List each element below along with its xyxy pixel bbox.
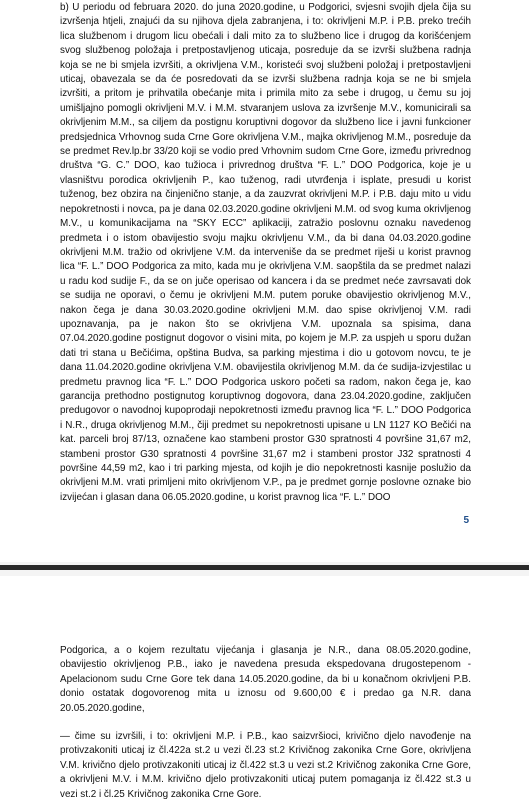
- paragraph-b-indictment: b) U periodu od februara 2020. do juna 2020.godine, u Podgorici, svjesni svojih djela čija su izvršenja htjeli, znajući da su njihova djela zabranjena, i to: okrivljeni M.P. i P.B. preko trećih lica službenom i drugom licu obećali i dali mito za to službeno lice i drugog da korišćenjem svog službenog položaja i pretpostavljenog uticaja, posreduje da se izvrši službena radnja koja se ne bi smjela izvršiti, a okrivljena V.M., koristeći svoj službeni položaj i pretpostavljeni uticaj, obavezala se da će posredovati da se izvrši službena radnja koja se ne bi smjela izvršiti, a pritom je prihvatila obećanje mita i primila mito za sebe i drugog, u čemu su joj umišljajno pomogli okrivljeni M.V. i M.M. stvaranjem uslova za izvršenje M.V., komunicirali sa okrivljenim M.M., sa ciljem da postignu koruptivni dogovor da službeno lice i javni funkcioner predsjednica Vrhovnog suda Crne Gore okrivljena V.M., majka okrivljenog M.M., posreduje da se predmet Rev.lp.br 33/20 koji se vodio pred Vrhovnim sudom Crne Gore, između privrednog društva “G. C.” DOO, kao tužioca i privrednog društva “F. L.” DOO Podgorica, koje je u vlasništvu porodica okrivljenih P., kao tuženog, radi utvrđenja i isplate, presudi u korist tuženog, bez obzira na činjenično stanje, a da zauzvrat okrivljeni M.P. i P.B. daju mito u vidu nepokretnosti i novca, pa je dana 02.03.2020.godine okrivljeni M.M. od svog kuma okrivljenog M.V., u komunikacijama na “SKY ECC” aplikaciji, zatražio poslovnu oznaku navedenog predmeta i o istom obavijestio svoju majku okrivljenu V.M., da bi dana 04.03.2020.godine okrivljeni M.M. tražio od okrivljene V.M. da interveniše da se predmet riješi u korist pravnog lica “F. L.” DOO Podgorica za mito, kada mu je okrivljena V.M. saopštila da se predmet nalazi u radu kod sudije F., da se on juče operisao od kancera i da se predmet neće zavrsavati dok se sudija ne oporavi, o čemu je okrivljeni M.M. putem poruke obavijestio okrivljenog M.V., nakon čega je dana 30.03.2020.godine okrivljeni M.M. dao spise okrivljenoj V.M. radi upoznavanja, pa je nakon što se okrivljena V.M. upoznala sa spisima, dana 07.04.2020.godine postignut dogovor o visini mita, po kojem je M.P. za uspjeh u sporu dužan dati tri stana u Bečićima, opština Budva, sa parking mjestima i dio u gotovom novcu, te je dana 11.04.2020.godine okrivljena V.M. obavijestila okrivljenog M.M. da će sudija-izvjestilac u predmetu pravnog lica “F. L.” DOO Podgorica uskoro početi sa radom, nakon čega je, kao garancija prethodno postignutog koruptivnog dogovora, dana 23.04.2020.godine, zaključen predugovor o navodnoj kupoprodaji nepokretnosti između pravnog lica “F. L.” DOO Podgorica i N.R., druga okrivljenog M.M., čiji predmet su nepokretnosti upisane u LN 1127 KO Bečići na kat. parceli broj 87/13, označene kao stambeni prostor G30 spratnosti 4 površine 31,67 m2, stambeni prostor G30 spratnosti 4 površine 31,67 m2 i stambeni prostor J32 spratnosti 4 površine 44,59 m2, kao i tri parking mjesta, od kojih je dio nepokretnosti kasnije poslužio da okrivljeni M.M. vrati primljeni mito okrivljenom V.P., pa je predmet gornje poslovne oznake bio izvijećan i glasan dana 06.05.2020.godine, u korist pravnog lica “F. L.” DOO: [60, 2, 471, 503]
- page-separator-bar: [0, 565, 529, 570]
- legal-qualification-text: čime su izvršili, i to: okrivljeni M.P. i P.B., kao saizvršioci, krivično djelo navođenje na protivzakoniti uticaj iz čl.422a st.2 u vezi čl.23 st.2 Krivičnog zakonika Crne Gore, okrivljena V.M. krivično djelo protivzakoniti uticaj iz čl.422 st.3 u vezi st.2 Krivičnog zakonika Crne Gore, a okrivljeni M.V. i M.M. krivično djelo protivzakoniti uticaj putem pomaganja iz čl.422 st.3 u vezi st.2 i čl.25 Krivičnog zakonika Crne Gore.: [60, 731, 471, 800]
- dash-marker: —: [60, 731, 70, 742]
- paragraph-legal-qualification: [60, 730, 471, 802]
- paragraph-continuation: Podgorica, a o kojem rezultatu vijećanja i glasanja je N.R., dana 08.05.2020.godine, obavijestio okrivljenog P.B., iako je navedena presuda ekspedovana drugostepenom - Apelacionom sudu Crne Gore tek dana 14.05.2020.godine, da bi u konačnom okrivljeni P.B. donio ostatak dogovorenog mita u iznosu od 9.600,00 € i predao ga N.R. dana 20.05.2020.godine,: [60, 645, 471, 714]
- page-separator: [0, 562, 529, 576]
- page-number: 5: [463, 515, 469, 526]
